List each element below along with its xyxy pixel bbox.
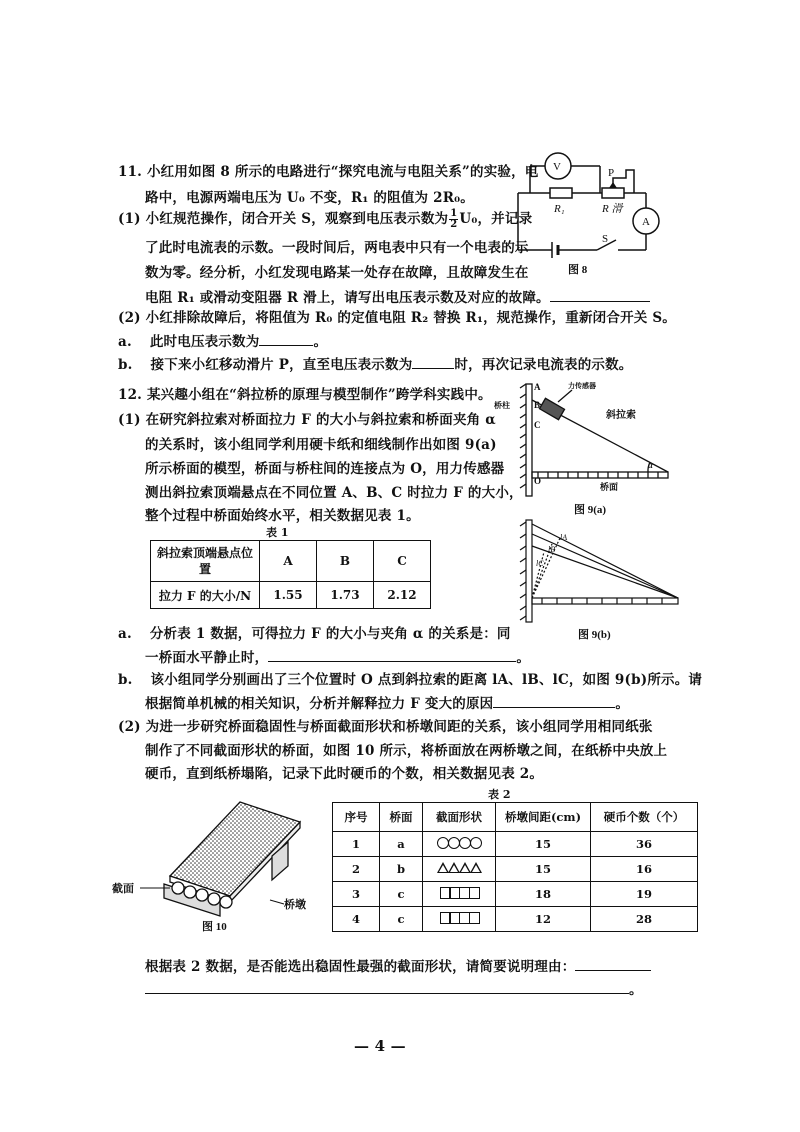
- point-a-label: A: [534, 382, 541, 392]
- table-2-cell-no: 3: [333, 882, 380, 907]
- table-2-cell-no: 1: [333, 832, 380, 857]
- q11-part2: (2) 小红排除故障后，将阻值为 R₀ 的定值电阻 R₂ 替换 R₁，规范操作，重新闭合开关 S。: [118, 310, 677, 326]
- table-2-header-gap: 桥墩间距(cm): [496, 803, 591, 832]
- point-b-label: B: [534, 400, 541, 410]
- q12-part2-line2: 制作了不同截面形状的桥面，如图 10 所示，将桥面放在两桥墩之间，在纸桥中央放上: [145, 743, 668, 759]
- table-2-cell-no: 4: [333, 907, 380, 932]
- q11-part1-line4: 电阻 R₁ 或滑动变阻器 R 滑上，请写出电压表示数及对应的故障。: [145, 286, 650, 306]
- ammeter-label: A: [642, 216, 650, 228]
- la-label: lA: [560, 533, 568, 542]
- table-2-cell-deck: a: [380, 832, 423, 857]
- table-row: [333, 857, 698, 882]
- answer-blank-q12-b[interactable]: [493, 707, 615, 708]
- q12-part2-line3: 硬币，直到纸桥塌陷，记录下此时硬币的个数，相关数据见表 2。: [145, 766, 544, 782]
- q12-part-b-line1: b. 该小组同学分别画出了三个位置时 O 点到斜拉索的距离 lA、lB、lC，如图 9(b)所示。请: [118, 672, 703, 688]
- q11-part1-line1: [118, 207, 532, 230]
- page-number: — 4 —: [354, 1037, 406, 1055]
- table-2-cell-shape-square: [423, 907, 496, 932]
- square-section-icon: [440, 912, 479, 924]
- fraction-one-half: $\frac{1}{2}$: [450, 208, 458, 230]
- q12-final-question: 根据表 2 数据，是否能选出稳固性最强的截面形状，请简要说明理由：: [145, 955, 651, 975]
- circle-section-icon: [437, 837, 481, 849]
- table-2-header-deck: 桥面: [380, 803, 423, 832]
- q12-part1-line2: 的关系时，该小组同学利用硬卡纸和细线制作出如图 9(a): [145, 437, 497, 453]
- q12-part1-line3: 所示桥面的模型，桥面与桥柱间的连接点为 O，用力传感器: [145, 461, 505, 477]
- voltmeter-label: V: [553, 161, 561, 173]
- q11-part2a: a. 此时电压表示数为 。: [118, 334, 328, 350]
- q12-part2-line1: (2) 为进一步研究桥面稳固性与桥面截面形状和桥墩间距的关系，该小组同学用相同纸张: [118, 719, 653, 735]
- section-label: 截面: [112, 883, 134, 895]
- point-o-label: O: [534, 476, 542, 486]
- answer-blank-q12-final-2[interactable]: [145, 993, 629, 994]
- table-1-col-c: C: [374, 541, 431, 582]
- q11-part1-line2: 了此时电流表的示数。一段时间后，两电表中只有一个电表的示: [145, 240, 529, 256]
- table-row: [151, 541, 431, 582]
- table-2-cell-gap: 12: [496, 907, 591, 932]
- lc-label: lC: [536, 559, 544, 568]
- table-2-title: 表 2: [488, 788, 511, 801]
- table-2-cell-deck: b: [380, 857, 423, 882]
- q12-part1-line4: 测出斜拉索顶端悬点在不同位置 A、B、C 时拉力 F 的大小，: [145, 485, 523, 501]
- figure-9a-caption: 图 9(a): [574, 504, 607, 516]
- answer-blank-q12-final-1[interactable]: [575, 970, 651, 971]
- answer-blank-q11-2b[interactable]: [412, 368, 454, 369]
- table-2-cell-gap: 18: [496, 882, 591, 907]
- answer-blank-q11-2a[interactable]: [259, 345, 313, 346]
- switch-s-label: S: [602, 233, 609, 245]
- table-2-cell-deck: c: [380, 882, 423, 907]
- q12-part1-line5: 整个过程中桥面始终水平，相关数据见表 1。: [145, 508, 420, 524]
- table-row: [333, 832, 698, 857]
- table-2-cell-gap: 15: [496, 832, 591, 857]
- figure-9b-caption: 图 9(b): [578, 629, 611, 641]
- q12-stem: 12. 某兴趣小组在“斜拉桥的原理与模型制作”跨学科实践中。: [118, 387, 492, 403]
- q11-part2b: b. 接下来小红移动滑片 P，直至电压表示数为 时，再次记录电流表的示数。: [118, 357, 633, 373]
- q11-part1-text-a: (1) 小红规范操作，闭合开关 S，观察到电压表示数为: [118, 211, 449, 227]
- table-1-value-c: 2.12: [374, 582, 431, 609]
- table-row: [333, 803, 698, 832]
- point-c-label: C: [534, 420, 541, 430]
- table-1-value-a: 1.55: [260, 582, 317, 609]
- triangle-section-icon: [437, 862, 481, 873]
- figure-9b: [512, 516, 682, 642]
- q11-stem-line2: 路中，电源两端电压为 U₀ 不变，R₁ 的阻值为 2R₀。: [145, 190, 474, 206]
- table-2: [332, 802, 698, 932]
- deck-label: 桥面: [600, 482, 619, 492]
- table-1-col-b: B: [317, 541, 374, 582]
- q12-part-b-line2: 根据简单机械的相关知识，分析并解释拉力 F 变大的原因 。: [145, 696, 630, 712]
- table-row: [333, 907, 698, 932]
- table-2-header-no: 序号: [333, 803, 380, 832]
- table-2-header-coins: 硬币个数（个）: [591, 803, 698, 832]
- answer-blank-q11-1[interactable]: [550, 301, 650, 302]
- figure-8-caption: 图 8: [568, 264, 588, 276]
- q11-stem-line1: 11. 小红用如图 8 所示的电路进行“探究电流与电阻关系”的实验，电: [118, 164, 539, 180]
- answer-blank-q12-a[interactable]: [268, 661, 516, 662]
- table-row: [333, 882, 698, 907]
- table-2-cell-no: 2: [333, 857, 380, 882]
- table-2-cell-deck: c: [380, 907, 423, 932]
- table-2-cell-shape-triangle: [423, 857, 496, 882]
- table-2-cell-gap: 15: [496, 857, 591, 882]
- figure-10-bridge: [112, 796, 322, 936]
- table-2-cell-coins: 28: [591, 907, 698, 932]
- table-1-col-a: A: [260, 541, 317, 582]
- rslide-label: R 滑: [602, 203, 623, 215]
- figure-9a: [488, 378, 678, 518]
- q11-part1-text-b: U₀，并记录: [459, 211, 533, 227]
- alpha-label: α: [648, 460, 653, 470]
- q12-part-a-line2: 一桥面水平静止时， 。: [145, 650, 531, 666]
- table-2-cell-coins: 16: [591, 857, 698, 882]
- column-label: 桥柱: [494, 401, 510, 410]
- table-1-row-label: 拉力 F 的大小/N: [151, 582, 260, 609]
- slide-rheostat: [602, 188, 624, 198]
- table-1: [150, 540, 431, 609]
- q11-part1-line3: 数为零。经分析，小红发现电路某一处存在故障，且故障发生在: [145, 265, 529, 281]
- slider-p-label: P: [608, 167, 615, 179]
- sensor-label: 力传感器: [568, 382, 596, 390]
- q12-part1-line1: (1) 在研究斜拉索对桥面拉力 F 的大小与斜拉索和桥面夹角 α: [118, 412, 496, 428]
- table-1-header: 斜拉索顶端悬点位置: [151, 541, 260, 582]
- table-1-title: 表 1: [266, 526, 289, 539]
- figure-10-caption: 图 10: [202, 921, 227, 933]
- square-section-icon: [440, 887, 479, 899]
- table-row: [151, 582, 431, 609]
- table-2-cell-shape-circle: [423, 832, 496, 857]
- table-2-cell-coins: 36: [591, 832, 698, 857]
- lb-label: lB: [548, 545, 556, 554]
- cable-label: 斜拉索: [606, 410, 636, 421]
- resistor-r1: [550, 188, 572, 198]
- figure-8-circuit: [512, 148, 664, 278]
- table-2-cell-coins: 19: [591, 882, 698, 907]
- table-2-cell-shape-square: [423, 882, 496, 907]
- pier-label: 桥墩: [284, 899, 306, 911]
- table-1-value-b: 1.73: [317, 582, 374, 609]
- r1-label: R₁: [554, 203, 565, 215]
- table-2-header-shape: 截面形状: [423, 803, 496, 832]
- q12-part-a-line1: a. 分析表 1 数据，可得拉力 F 的大小与夹角 α 的关系是：同: [118, 626, 511, 642]
- q12-final-answer-line: 。: [145, 978, 643, 998]
